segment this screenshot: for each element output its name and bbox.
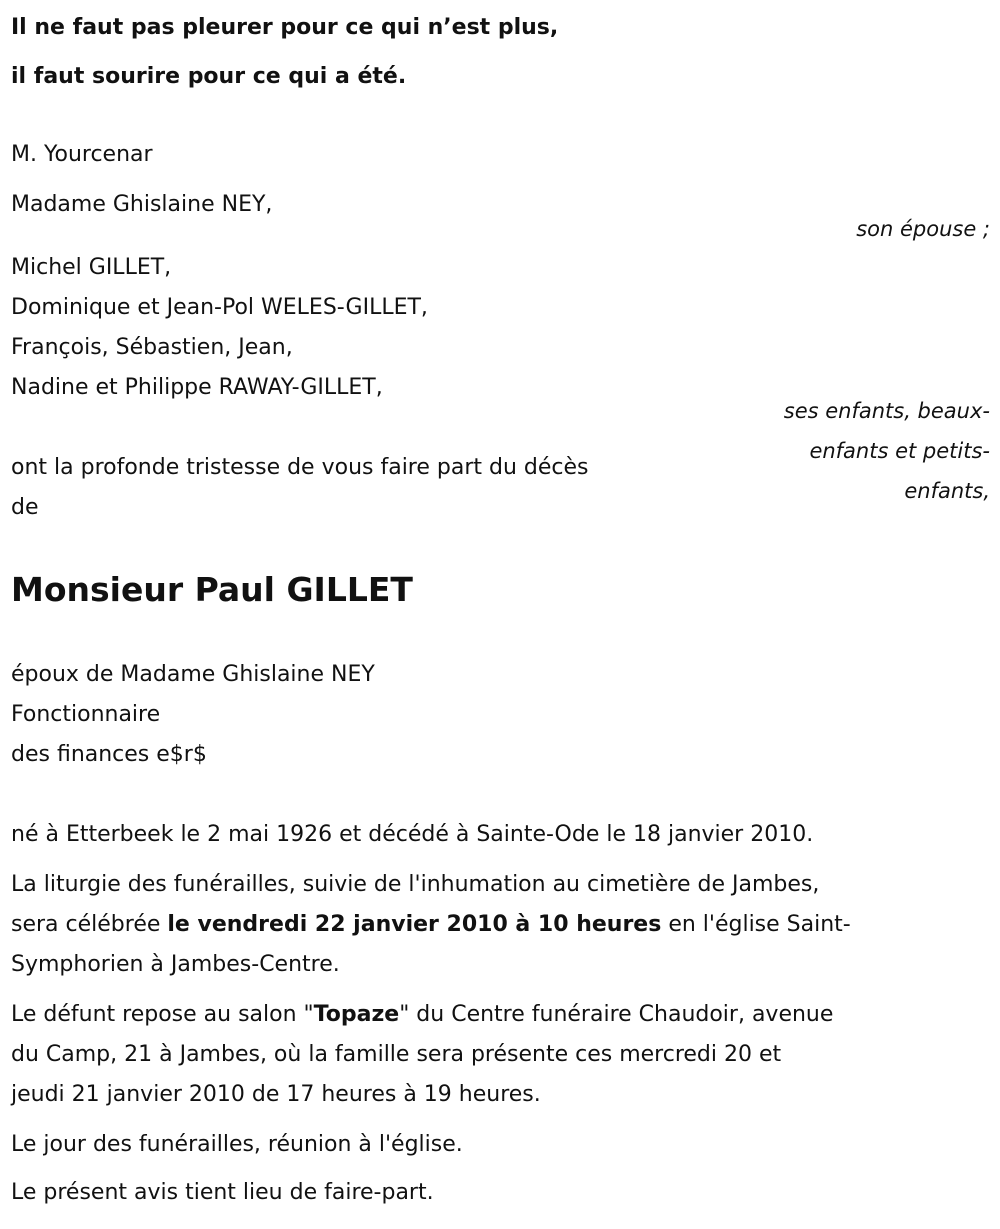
children-role: enfants, bbox=[904, 479, 990, 503]
salon-name: Topaze bbox=[313, 1002, 400, 1027]
deceased-detail: Fonctionnaire bbox=[11, 702, 161, 727]
deceased-detail: des finances e$r$ bbox=[11, 742, 207, 767]
deceased-detail: époux de Madame Ghislaine NEY bbox=[11, 662, 375, 687]
quote-author: M. Yourcenar bbox=[11, 142, 153, 167]
visitation-line bbox=[11, 1000, 833, 1030]
quote-line-1: Il ne faut pas pleurer pour ce qui n’est plus, bbox=[11, 15, 559, 40]
child-name: François, Sébastien, Jean, bbox=[11, 335, 293, 360]
liturgy-line bbox=[11, 910, 851, 940]
funeral-date: le vendredi 22 janvier 2010 à 10 heures bbox=[167, 912, 662, 937]
deceased-name: Monsieur Paul GILLET bbox=[11, 570, 413, 609]
children-role: enfants et petits- bbox=[809, 439, 990, 463]
children-role: ses enfants, beaux- bbox=[783, 399, 990, 423]
visitation-line: du Camp, 21 à Jambes, où la famille sera présente ces mercredi 20 et bbox=[11, 1042, 782, 1067]
meeting-line: Le jour des funérailles, réunion à l'église. bbox=[11, 1132, 463, 1157]
announcement-text: ont la profonde tristesse de vous faire part du décès bbox=[11, 455, 589, 480]
visitation-line: jeudi 21 janvier 2010 de 17 heures à 19 heures. bbox=[11, 1082, 541, 1107]
liturgy-line: La liturgie des funérailles, suivie de l'inhumation au cimetière de Jambes, bbox=[11, 872, 820, 897]
quote-line-2: il faut sourire pour ce qui a été. bbox=[11, 64, 407, 89]
birth-death-line: né à Etterbeek le 2 mai 1926 et décédé à Sainte-Ode le 18 janvier 2010. bbox=[11, 822, 814, 847]
visitation-text: " du Centre funéraire Chaudoir, avenue bbox=[399, 1002, 834, 1027]
spouse-name: Madame Ghislaine NEY, bbox=[11, 192, 273, 217]
announcement-text: de bbox=[11, 495, 39, 520]
child-name: Michel GILLET, bbox=[11, 255, 172, 280]
liturgy-text: en l'église Saint- bbox=[661, 912, 851, 937]
notice-line: Le présent avis tient lieu de faire-part. bbox=[11, 1180, 434, 1205]
liturgy-text: sera célébrée bbox=[11, 912, 168, 937]
spouse-role: son épouse ; bbox=[856, 217, 990, 241]
child-name: Dominique et Jean-Pol WELES-GILLET, bbox=[11, 295, 428, 320]
liturgy-line: Symphorien à Jambes-Centre. bbox=[11, 952, 340, 977]
visitation-text: Le défunt repose au salon " bbox=[11, 1002, 314, 1027]
child-name: Nadine et Philippe RAWAY-GILLET, bbox=[11, 375, 383, 400]
